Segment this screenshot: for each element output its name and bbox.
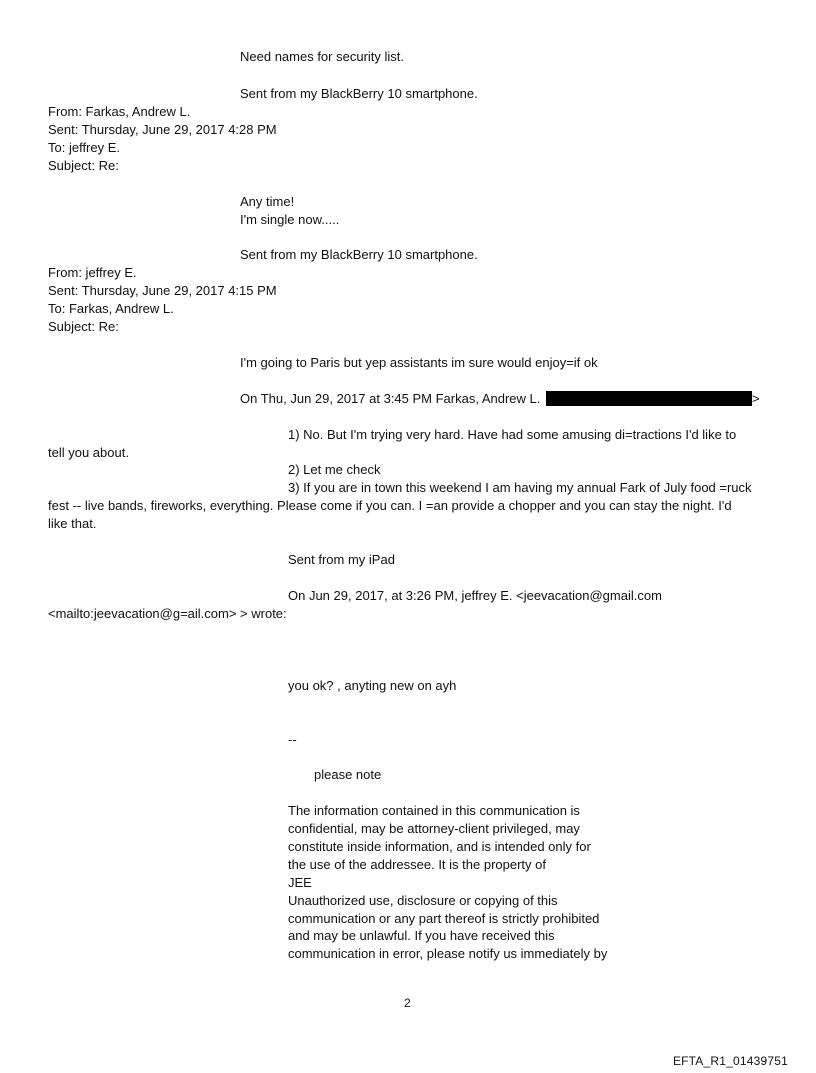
signature-line: Sent from my BlackBerry 10 smartphone. [240,86,478,101]
body-line: tell you about. [48,445,129,460]
header-from: From: Farkas, Andrew L. [48,104,191,119]
document-id: EFTA_R1_01439751 [672,1054,788,1068]
body-line: fest -- live bands, fireworks, everything. Please come if you can. I =an provide a chopper and you can stay the night. I'd [48,498,732,513]
disclaimer-line: communication or any part thereof is strictly prohibited [288,911,600,926]
header-subject: Subject: Re: [48,158,119,173]
body-line: I'm single now..... [240,212,340,227]
separator-line: -- [288,732,297,747]
body-line: Need names for security list. [240,49,405,64]
disclaimer-line: the use of the addressee. It is the property of [288,857,546,872]
header-sent: Sent: Thursday, June 29, 2017 4:15 PM [48,283,277,298]
disclaimer-line: confidential, may be attorney-client privileged, may [288,821,580,836]
disclaimer-line: communication in error, please notify us immediately by [288,946,608,961]
body-line: 1) No. But I'm trying very hard. Have had some amusing di=tractions I'd like to [288,427,737,442]
disclaimer-line: The information contained in this communication is [288,803,580,818]
header-subject: Subject: Re: [48,319,119,334]
body-line: 3) If you are in town this weekend I am having my annual Fark of July food =ruck [288,480,752,495]
page-number: 2 [404,996,411,1010]
quote-header: <mailto:jeevacation@g=ail.com> > wrote: [48,606,287,621]
header-sent: Sent: Thursday, June 29, 2017 4:28 PM [48,122,277,137]
disclaimer-line: and may be unlawful. If you have received this [288,928,555,943]
disclaimer-line: Unauthorized use, disclosure or copying of this [288,893,558,908]
header-to: To: Farkas, Andrew L. [48,301,174,316]
body-line: you ok? , anyting new on ayh [288,678,457,693]
body-line: I'm going to Paris but yep assistants im sure would enjoy=if ok [240,355,598,370]
quote-header: On Jun 29, 2017, at 3:26 PM, jeffrey E. <jeevacation@gmail.com [288,588,662,603]
quote-header: On Thu, Jun 29, 2017 at 3:45 PM Farkas, Andrew L. [240,391,541,406]
redaction-bar [546,391,752,406]
body-line: Any time! [240,194,295,209]
body-line: like that. [48,516,97,531]
header-to: To: jeffrey E. [48,140,121,155]
signature-line: Sent from my BlackBerry 10 smartphone. [240,247,478,262]
disclaimer-line: constitute inside information, and is intended only for [288,839,591,854]
disclaimer-line: JEE [288,875,312,890]
header-from: From: jeffrey E. [48,265,137,280]
signature-line: Sent from my iPad [288,552,395,567]
quote-header-end: > [752,391,760,406]
body-line: 2) Let me check [288,462,381,477]
body-line: please note [314,767,382,782]
